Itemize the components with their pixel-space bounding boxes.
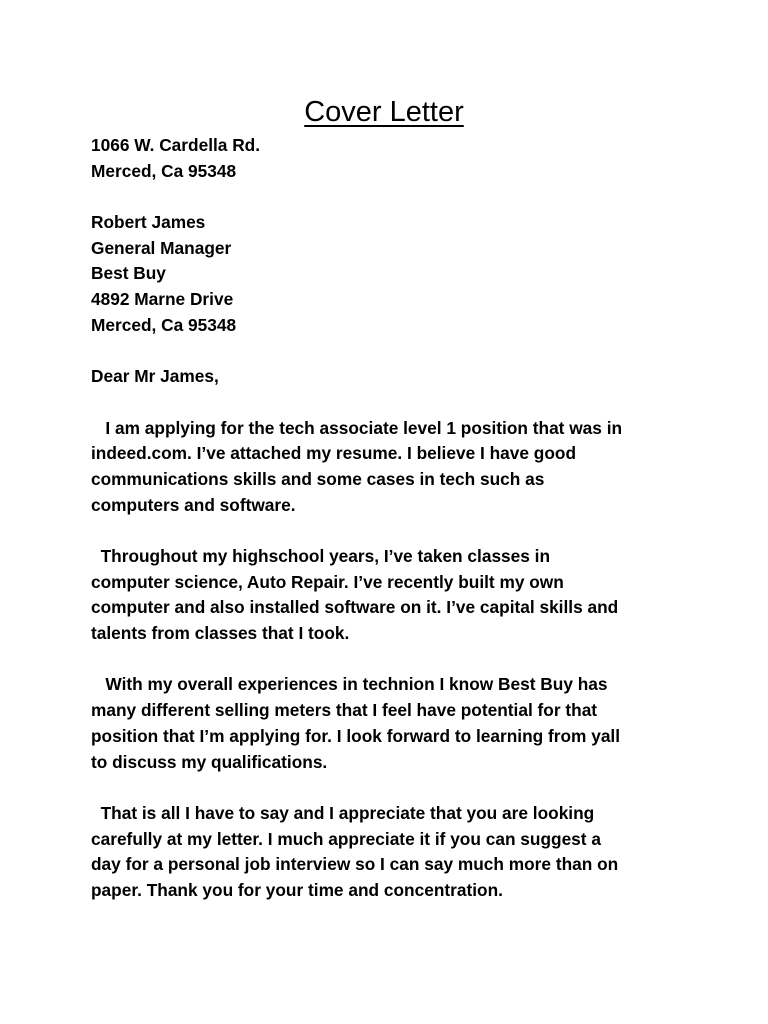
paragraph-line: day for a personal job interview so I can say much more than on [91,854,619,875]
paragraph-closing [91,801,691,904]
blank-line [91,518,691,544]
paragraph-line: computer and also installed software on it. I’ve capital skills and [91,597,619,618]
paragraph-line: to discuss my qualifications. [91,751,328,772]
paragraph-line: Throughout my highschool years, I’ve taken classes in [91,546,551,566]
paragraph-line: computers and software. [91,494,296,515]
paragraph-line: indeed.com. I’ve attached my resume. I believe I have good [91,443,577,464]
paragraph-line: That is all I have to say and I appreciate that you are looking [91,802,595,823]
blank-line [91,647,691,673]
recipient-title: General Manager [91,237,232,258]
recipient-name: Robert James [91,212,206,233]
paragraph-experience [91,544,691,647]
letter-body [91,133,691,904]
blank-line [91,339,691,365]
recipient-block [91,210,691,338]
paragraph-line: computer science, Auto Repair. I’ve recently built my own [91,571,564,592]
paragraph-line: I am applying for the tech associate level 1 position that was in [91,417,623,438]
salutation: Dear Mr James, [91,366,219,387]
blank-line [91,390,691,416]
paragraph-line: many different selling meters that I feel have potential for that [91,700,598,721]
sender-address-line: 1066 W. Cardella Rd. [91,135,261,155]
blank-line [91,184,691,210]
recipient-city: Merced, Ca 95348 [91,314,237,335]
sender-address-line: Merced, Ca 95348 [91,160,237,181]
sender-address [91,133,691,184]
paragraph-line: paper. Thank you for your time and concentration. [91,879,503,900]
recipient-street: 4892 Marne Drive [91,289,234,310]
paragraph-line: talents from classes that I took. [91,623,350,644]
blank-line [91,775,691,801]
paragraph-line: With my overall experiences in technion I know Best Buy has [91,674,608,695]
paragraph-line: communications skills and some cases in tech such as [91,468,545,489]
recipient-company: Best Buy [91,263,166,284]
paragraph-line: carefully at my letter. I much appreciate it if you can suggest a [91,828,601,849]
paragraph-qualifications [91,672,691,775]
paragraph-line: position that I’m applying for. I look forward to learning from yall [91,725,621,746]
paragraph-intro [91,416,691,519]
document-title: Cover Letter [304,96,464,128]
